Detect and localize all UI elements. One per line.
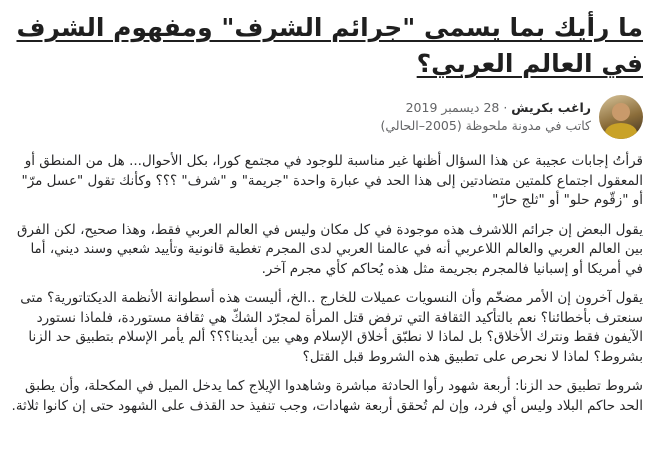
author-credential: كاتب في مدونة ملحوظة (2005–الحالي) (380, 118, 591, 133)
author-meta (381, 99, 592, 135)
answer-paragraph-4: شروط تطبيق حد الزنا: أربعة شهود رأوا الحادثة مباشرة وشاهدوا الإيلاج كما يدخل الميل في المكحلة، وأن يطبق الحد حاكم البلاد وليس أي فرد، وإن لم تُحقق أربعة شهادات، وجب تنفيذ حد القذف على الشهود حتى إن كانوا ثلاثة. (11, 378, 643, 414)
author-row (10, 94, 643, 140)
answer-paragraph-1: قرأتُ إجابات عجيبة عن هذا السؤال أظنها غير مناسبة للوجود في مجتمع كورا، بكل الأحوال... هل من المنطق أو المعقول اجتماع كلمتين متضادتين إلى هذا الحد في عبارة واحدة "جريمة" و "شرف" ؟؟؟ وكأنك تقول "عسل مرّ" أو "زقّوم حلو" أو "ثلج حارّ" (21, 153, 643, 208)
author-line (381, 99, 592, 117)
avatar-body-shape (605, 123, 637, 139)
avatar-head-shape (612, 103, 630, 121)
answer-paragraph-3: يقول آخرون إن الأمر مضخّم وأن النسويات عميلات للخارج ..الخ، أليست هذه أسطوانة الأنظمة الديكتاتورية؟ متى سنعترف بأخطائنا؟ نعم بالتأكيد الثقافة التي ترفض قتل المرأة لمجرّد الشكّ هي ثقافة مستوردة، فلماذا نستورد الآيفون فقط ونترك الأخلاق؟ بل لماذا لا نطبّق أخلاق الإسلام وهي بين أيدينا؟؟؟ ألم يأمر الإسلام بتطبيق حد الزنا بشروط؟ لماذا لا نحرص على تطبيق هذه الشروط قبل القتل؟ (20, 290, 643, 365)
answer-date[interactable]: 28 ديسمبر 2019 (405, 100, 500, 115)
author-name[interactable]: راغب بكريش (511, 100, 591, 115)
question-title[interactable]: ما رأيك بما يسمى "جرائم الشرف" ومفهوم الشرف في العالم العربي؟ (16, 13, 643, 78)
author-avatar[interactable] (599, 95, 643, 139)
meta-separator: · (499, 100, 512, 115)
answer-paragraph-2: يقول البعض إن جرائم اللاشرف هذه موجودة في كل مكان وليس في العالم العربي فقط، وهذا صحيح، لكن الفرق بين العالم العربي والعالم اللاعربي أنه في عالمنا العربي لدى المجرم تغطية قانونية وتأييد شعبي وسند ديني، أما في أمريكا أو إسبانيا فالمجرم بجريمة مثل هذه يُحاكم كأي مجرم آخر. (17, 221, 643, 277)
